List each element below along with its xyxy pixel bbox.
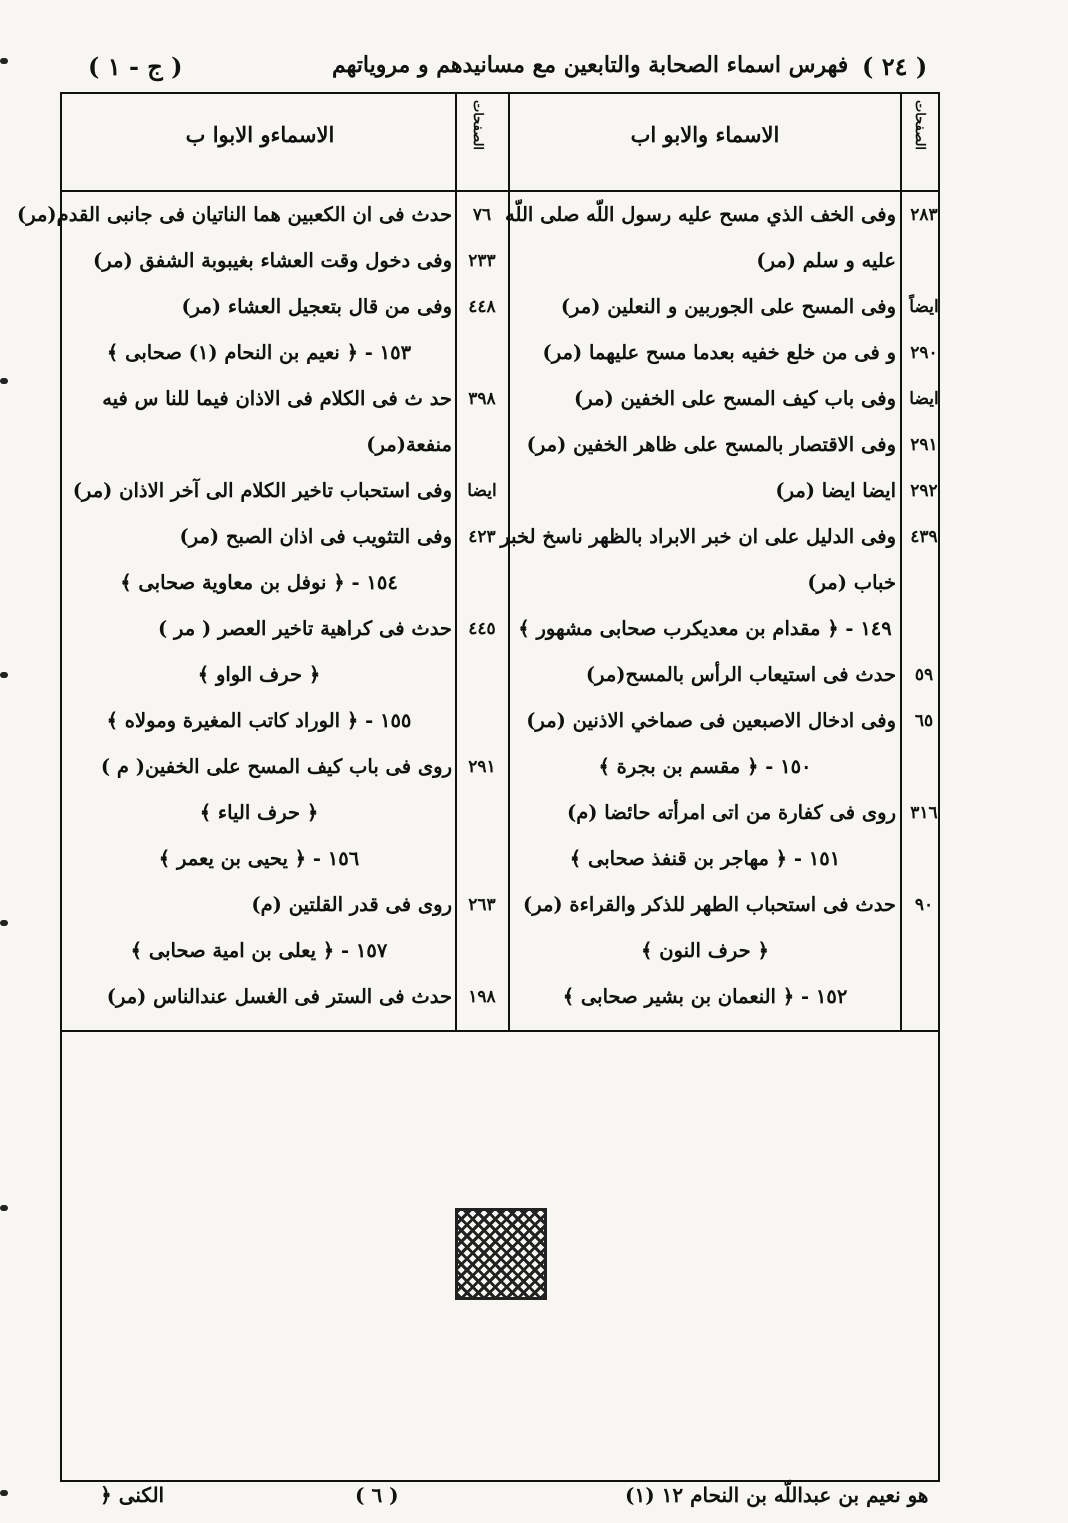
pages-heading: الصفحات bbox=[470, 100, 485, 151]
entry-page bbox=[902, 604, 946, 654]
entry-page bbox=[457, 558, 507, 608]
entry-page bbox=[902, 558, 946, 608]
margin-mark bbox=[0, 672, 8, 678]
margin-mark bbox=[0, 378, 8, 384]
entry-page: ٢٨٣ bbox=[910, 205, 938, 225]
entry-text: خباب (مر) bbox=[807, 571, 896, 594]
entry-text: ١٥٦ - ﴿ يحيى بن يعمر ﴾ bbox=[158, 847, 360, 870]
right-column-heading: الاسماء والابو اب bbox=[630, 122, 780, 147]
entry-page: ٣١٦ bbox=[910, 803, 938, 823]
entry-text: وفى الخف الذي مسح عليه رسول اللّه صلى اللّه bbox=[505, 203, 896, 226]
entry-text: حدث فى استحباب الطهر للذكر والقراءة (مر) bbox=[522, 893, 896, 916]
entry-page: ٢٩٢ bbox=[910, 481, 938, 501]
entry-page: ٩٠ bbox=[914, 895, 934, 915]
entry-page bbox=[457, 926, 507, 976]
entry-text: ١٤٩ - ﴿ مقدام بن معديكرب صحابى مشهور ﴾ bbox=[518, 617, 892, 640]
entry-page: ٦٥ bbox=[914, 711, 934, 731]
pages-heading: الصفحات bbox=[912, 100, 927, 151]
entry-text: حد ث فى الكلام فى الاذان فيما للنا س فيه bbox=[102, 387, 452, 410]
entry-text: ١٥٧ - ﴿ يعلى بن امية صحابى ﴾ bbox=[130, 939, 388, 962]
entry-text: ١٥١ - ﴿ مهاجر بن قنفذ صحابى ﴾ bbox=[569, 847, 841, 870]
footer-page-number: ( ٦ ) bbox=[355, 1483, 399, 1507]
entry-text: ﴿ حرف الياء ﴾ bbox=[199, 801, 319, 824]
entry-page bbox=[902, 742, 946, 792]
entry-page: ايضا bbox=[909, 389, 939, 409]
entry-text: وفى دخول وقت العشاء بغيبوبة الشفق (مر) bbox=[93, 249, 452, 272]
volume-label: ( ج - ١ ) bbox=[88, 52, 183, 81]
entry-text: ايضا ايضا (مر) bbox=[775, 479, 896, 502]
entry-text: روى فى قدر القلتين (م) bbox=[251, 893, 452, 916]
entry-text: ﴿ حرف الواو ﴾ bbox=[197, 663, 321, 686]
entry-page bbox=[902, 236, 946, 286]
entry-page: ٢٩١ bbox=[468, 757, 496, 777]
entry-page: ١٩٨ bbox=[468, 987, 496, 1007]
entry-text: وفى الاقتصار بالمسح على ظاهر الخفين (مر) bbox=[526, 433, 896, 456]
margin-mark bbox=[0, 58, 8, 64]
entry-text: منفعة(مر) bbox=[366, 433, 452, 456]
entry-text: عليه و سلم (مر) bbox=[756, 249, 896, 272]
page-title: فهرس اسماء الصحابة والتابعين مع مسانيدهم و مروياتهم bbox=[332, 52, 849, 78]
entry-page bbox=[902, 834, 946, 884]
entry-text: ١٥٠ - ﴿ مقسم بن بجرة ﴾ bbox=[598, 755, 812, 778]
entry-text: وفى استحباب تاخير الكلام الى آخر الاذان (مر) bbox=[72, 479, 452, 502]
entry-page: ايضا bbox=[467, 481, 497, 501]
entry-text: حدث فى استيعاب الرأس بالمسح(مر) bbox=[585, 663, 896, 686]
entry-text: ١٥٥ - ﴿ الوراد كاتب المغيرة ومولاه ﴾ bbox=[106, 709, 412, 732]
entry-page: ٤٤٥ bbox=[468, 619, 496, 639]
entry-page bbox=[457, 834, 507, 884]
ornament-icon bbox=[455, 1208, 547, 1300]
entry-text: حدث فى ان الكعبين هما الناتيان فى جانبى القدم(مر) bbox=[17, 203, 452, 226]
entry-text: ١٥٣ - ﴿ نعيم بن النحام (١) صحابى ﴾ bbox=[106, 341, 412, 364]
entry-page: ايضاً bbox=[909, 297, 939, 317]
entry-text: روى فى باب كيف المسح على الخفين( م ) bbox=[100, 755, 452, 778]
entry-page: ٧٦ bbox=[472, 205, 492, 225]
entry-text: روى فى كفارة من اتى امرأته حائضا (م) bbox=[566, 801, 896, 824]
entry-page bbox=[902, 972, 946, 1022]
entry-page bbox=[457, 420, 507, 470]
entry-text: ١٥٤ - ﴿ نوفل بن معاوية صحابى ﴾ bbox=[120, 571, 398, 594]
entry-text: حدث فى الستر فى الغسل عندالناس (مر) bbox=[106, 985, 452, 1008]
next-section-label: ﴿ الكنى bbox=[100, 1483, 165, 1507]
table-bottom-rule bbox=[60, 1030, 940, 1032]
entry-page: ٢٩٠ bbox=[910, 343, 938, 363]
entry-page: ٥٩ bbox=[914, 665, 934, 685]
entry-page: ٣٩٨ bbox=[468, 389, 496, 409]
entry-text: وفى باب كيف المسح على الخفين (مر) bbox=[574, 387, 896, 410]
margin-mark bbox=[0, 1490, 8, 1496]
entry-text: وفى التثويب فى اذان الصبح (مر) bbox=[179, 525, 452, 548]
entry-page: ٤٤٨ bbox=[468, 297, 496, 317]
entry-text: وفى الدليل على ان خبر الابراد بالظهر ناسخ لخبر bbox=[500, 525, 896, 548]
entry-text: ١٥٢ - ﴿ النعمان بن بشير صحابى ﴾ bbox=[562, 985, 848, 1008]
margin-mark bbox=[0, 1205, 8, 1211]
entry-text: وفى من قال بتعجيل العشاء (مر) bbox=[181, 295, 452, 318]
entry-page bbox=[457, 328, 507, 378]
entry-page: ٢٣٣ bbox=[468, 251, 496, 271]
entry-text: حدث فى كراهية تاخير العصر ( مر ) bbox=[158, 617, 452, 640]
entry-page bbox=[457, 788, 507, 838]
entry-page bbox=[902, 926, 946, 976]
entry-text: و فى من خلع خفيه بعدما مسح عليهما (مر) bbox=[542, 341, 896, 364]
entry-page: ٤٢٣ bbox=[468, 527, 496, 547]
entry-page: ٢٩١ bbox=[910, 435, 938, 455]
entry-text: وفى المسح على الجوربين و النعلين (مر) bbox=[560, 295, 896, 318]
entry-page: ٤٣٩ bbox=[910, 527, 938, 547]
entry-page: ٢٦٣ bbox=[468, 895, 496, 915]
left-column-heading: الاسماءو الابوا ب bbox=[185, 122, 335, 147]
entry-page bbox=[457, 696, 507, 746]
footnote: (١) هو نعيم بن عبداللّه بن النحام ١٢ bbox=[625, 1483, 929, 1507]
margin-mark bbox=[0, 920, 8, 926]
entry-text: وفى ادخال الاصبعين فى صماخي الاذنين (مر) bbox=[526, 709, 896, 732]
page-number: ( ٢٤ ) bbox=[862, 52, 928, 81]
entry-text: ﴿ حرف النون ﴾ bbox=[641, 939, 769, 962]
entry-page bbox=[457, 650, 507, 700]
